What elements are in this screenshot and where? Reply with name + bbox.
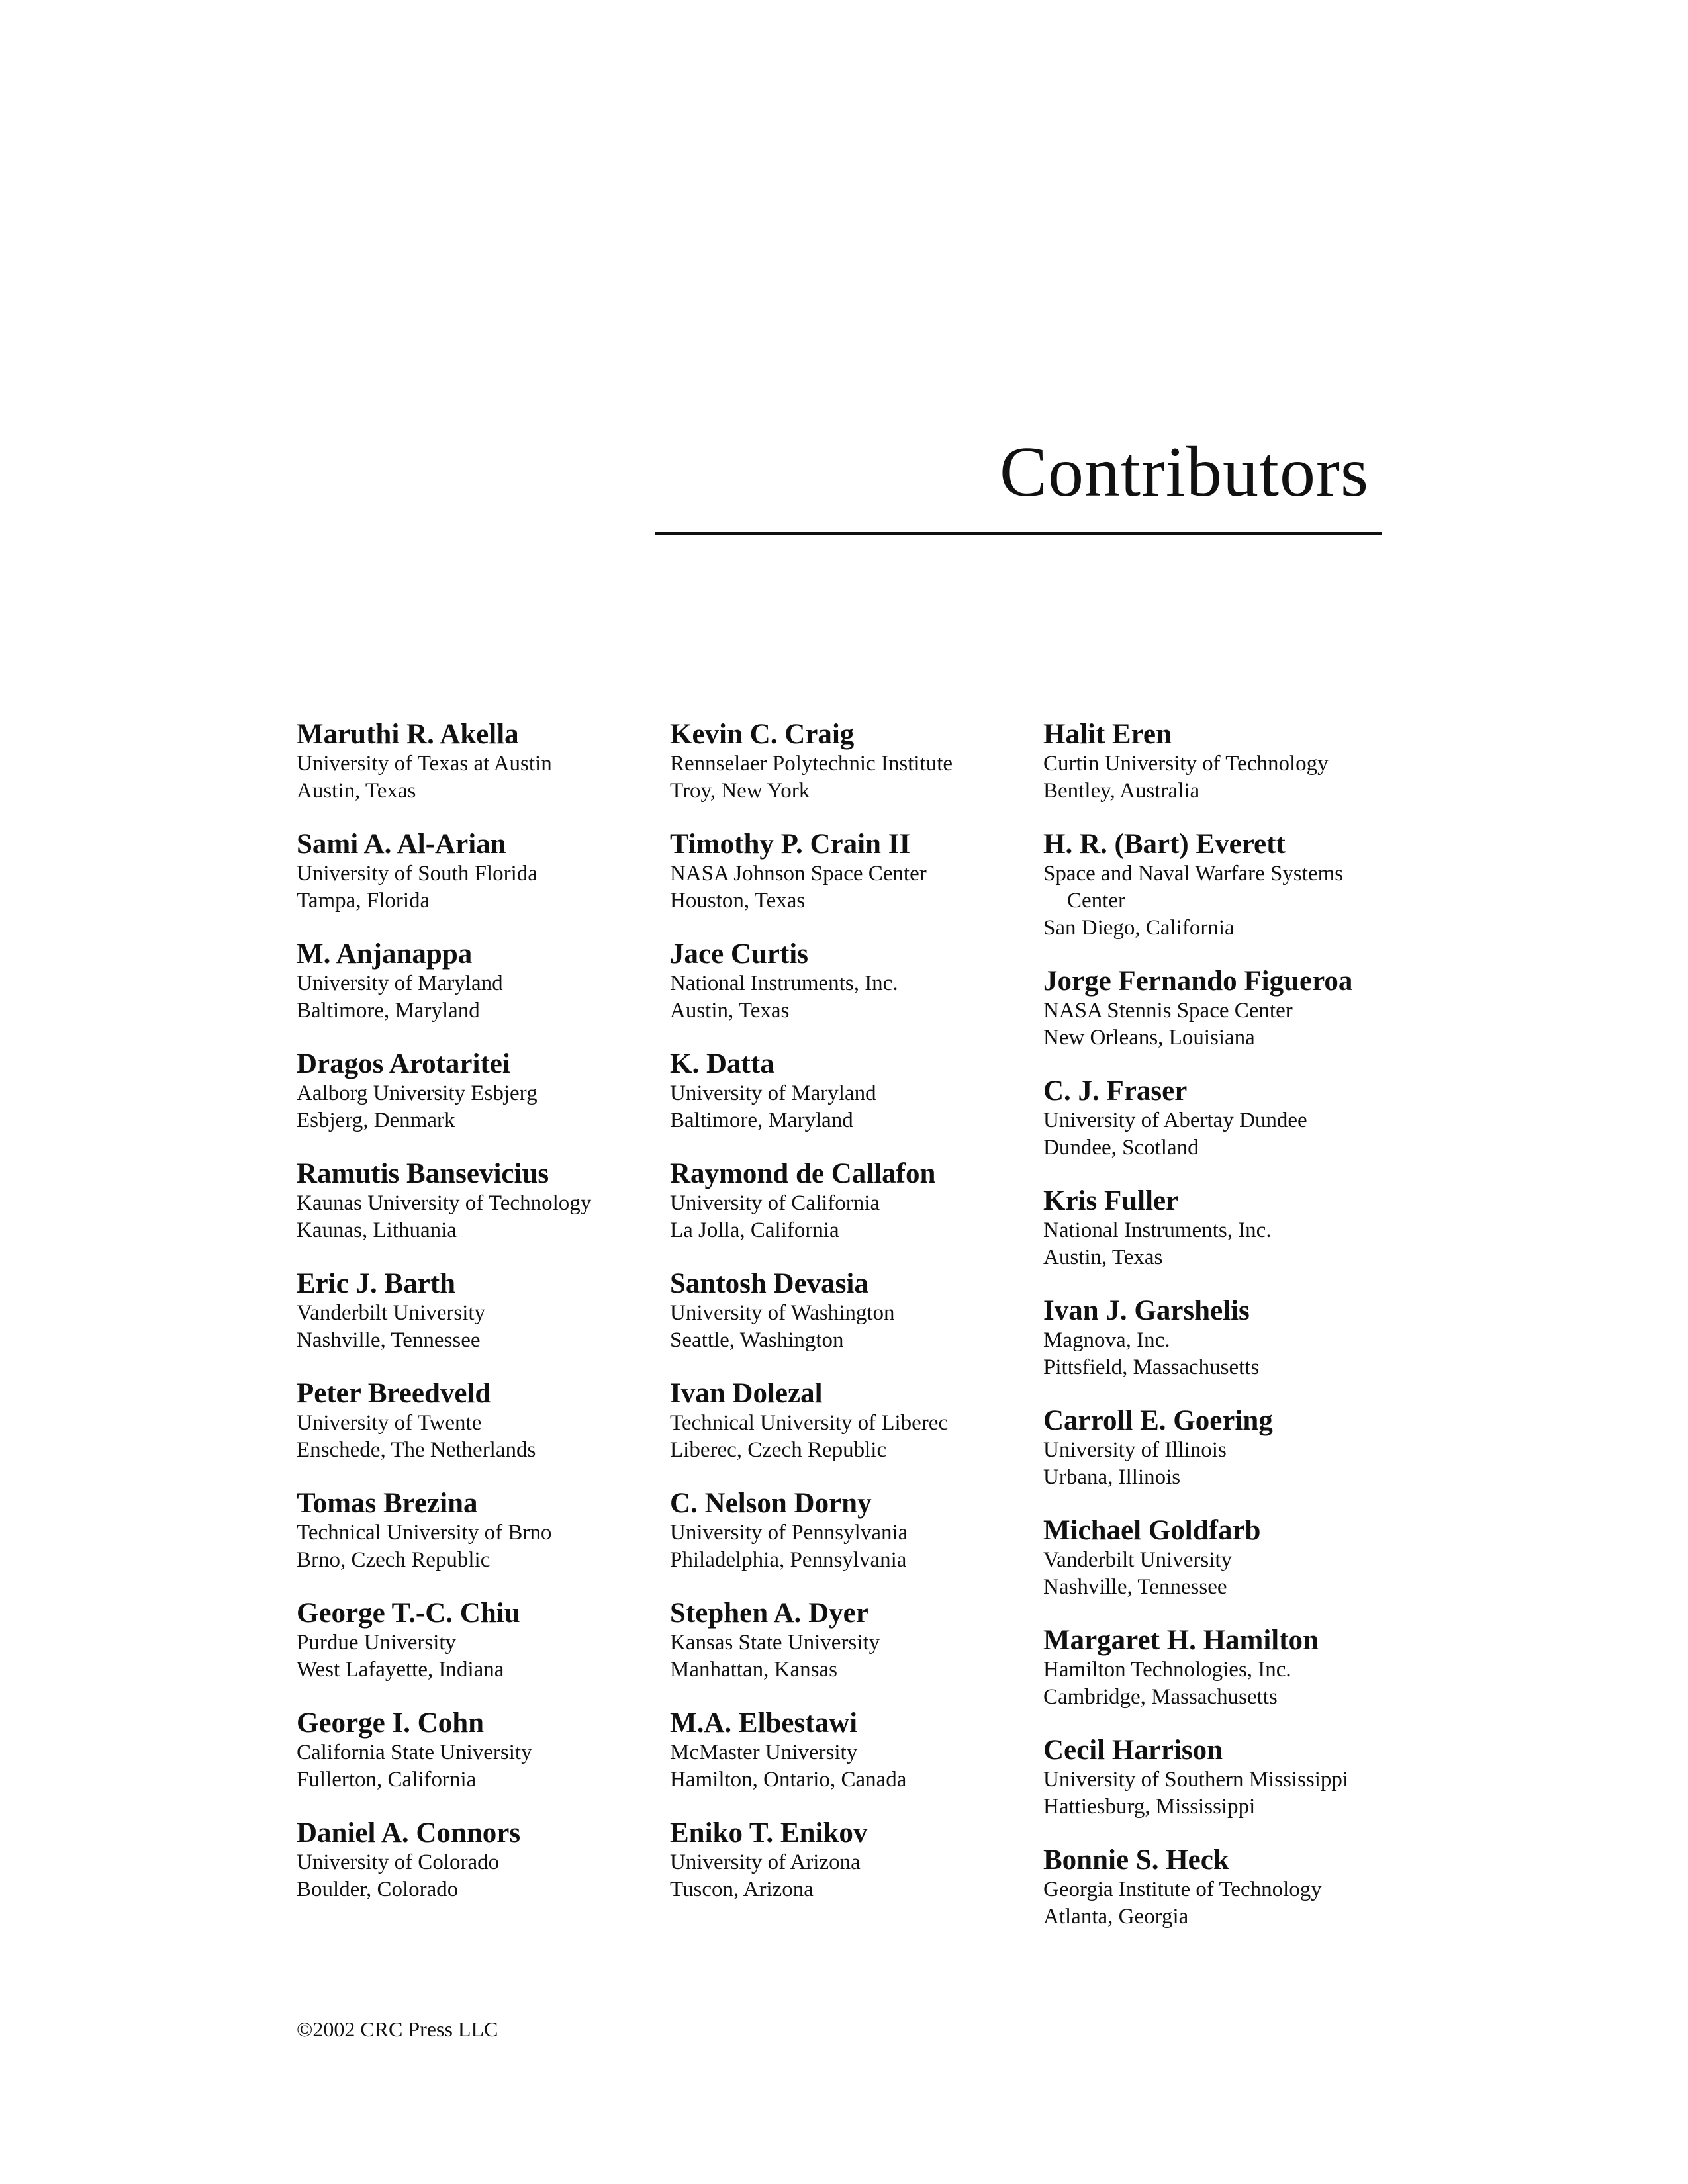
contributor-location: Brno, Czech Republic bbox=[297, 1548, 491, 1572]
contributor-name: George T.-C. Chiu bbox=[297, 1598, 520, 1629]
contributor-name: Raymond de Callafon bbox=[670, 1158, 936, 1189]
contributor-name: K. Datta bbox=[670, 1048, 774, 1079]
contributor-affiliation: University of Texas at Austin bbox=[297, 752, 552, 776]
contributor-affiliation: University of Twente bbox=[297, 1411, 482, 1435]
contributor-affiliation: Technical University of Brno bbox=[297, 1521, 552, 1545]
contributor-affiliation: University of Maryland bbox=[297, 972, 503, 995]
contributor-entry bbox=[297, 1598, 654, 1707]
contributor-location: Pittsfield, Massachusetts bbox=[1043, 1355, 1260, 1379]
contributor-affiliation: McMaster University bbox=[670, 1741, 858, 1764]
contributor-location: Manhattan, Kansas bbox=[670, 1658, 837, 1682]
contributor-name: C. Nelson Dorny bbox=[670, 1488, 872, 1519]
contributor-entry bbox=[670, 1598, 1027, 1707]
contributor-name: Sami A. Al-Arian bbox=[297, 829, 506, 860]
contributor-affiliation: Hamilton Technologies, Inc. bbox=[1043, 1658, 1291, 1682]
contributor-location: Philadelphia, Pennsylvania bbox=[670, 1548, 907, 1572]
contributor-name: Jace Curtis bbox=[670, 938, 808, 970]
contributor-location: Dundee, Scotland bbox=[1043, 1136, 1199, 1160]
contributor-affiliation: University of Colorado bbox=[297, 1850, 500, 1874]
contributor-affiliation: Space and Naval Warfare Systems bbox=[1043, 862, 1344, 886]
contributor-affiliation: Kansas State University bbox=[670, 1631, 880, 1655]
contributor-affiliation: Purdue University bbox=[297, 1631, 457, 1655]
contributor-affiliation: NASA Stennis Space Center bbox=[1043, 999, 1293, 1023]
contributor-location: Tuscon, Arizona bbox=[670, 1878, 814, 1901]
contributor-entry bbox=[297, 938, 654, 1048]
contributor-name: George I. Cohn bbox=[297, 1707, 485, 1739]
contributor-entry bbox=[1043, 1844, 1401, 1954]
contributor-name: Carroll E. Goering bbox=[1043, 1405, 1273, 1436]
contributor-entry bbox=[670, 1488, 1027, 1598]
contributor-entry bbox=[670, 1378, 1027, 1488]
contributor-entry bbox=[1043, 1075, 1401, 1185]
contributors-column-1 bbox=[297, 719, 654, 1927]
contributor-affiliation: Curtin University of Technology bbox=[1043, 752, 1329, 776]
contributor-location: Nashville, Tennessee bbox=[297, 1328, 481, 1352]
contributor-name: Kevin C. Craig bbox=[670, 719, 855, 750]
contributor-name: Ramutis Bansevicius bbox=[297, 1158, 549, 1189]
contributor-entry bbox=[297, 1048, 654, 1158]
contributor-entry bbox=[297, 1817, 654, 1927]
contributor-affiliation: National Instruments, Inc. bbox=[670, 972, 898, 995]
contributor-location: Baltimore, Maryland bbox=[297, 999, 480, 1023]
contributor-affiliation: University of South Florida bbox=[297, 862, 538, 886]
contributor-name: Santosh Devasia bbox=[670, 1268, 868, 1299]
contributor-name: Jorge Fernando Figueroa bbox=[1043, 966, 1353, 997]
contributor-location: Baltimore, Maryland bbox=[670, 1109, 853, 1132]
contributor-location: Urbana, Illinois bbox=[1043, 1465, 1181, 1489]
contributor-location: Hamilton, Ontario, Canada bbox=[670, 1768, 907, 1792]
contributor-name: Daniel A. Connors bbox=[297, 1817, 521, 1848]
contributor-entry bbox=[1043, 1185, 1401, 1295]
contributor-location: Cambridge, Massachusetts bbox=[1043, 1685, 1278, 1709]
contributor-location: San Diego, California bbox=[1043, 916, 1235, 940]
contributor-location: Houston, Texas bbox=[670, 889, 806, 913]
contributor-affiliation: National Instruments, Inc. bbox=[1043, 1218, 1272, 1242]
contributor-location: La Jolla, California bbox=[670, 1218, 839, 1242]
contributor-affiliation: Kaunas University of Technology bbox=[297, 1191, 592, 1215]
contributor-location: Esbjerg, Denmark bbox=[297, 1109, 455, 1132]
contributor-entry bbox=[670, 1158, 1027, 1268]
contributor-affiliation: Vanderbilt University bbox=[297, 1301, 486, 1325]
contributor-affiliation: Vanderbilt University bbox=[1043, 1548, 1233, 1572]
contributor-entry bbox=[670, 719, 1027, 829]
contributor-name: Tomas Brezina bbox=[297, 1488, 478, 1519]
contributor-entry bbox=[297, 1268, 654, 1378]
contributor-entry bbox=[1043, 1625, 1401, 1735]
contributor-name: Kris Fuller bbox=[1043, 1185, 1179, 1216]
contributor-entry bbox=[1043, 719, 1401, 829]
contributor-entry bbox=[297, 1488, 654, 1598]
title-underline-rule bbox=[655, 532, 1382, 535]
contributor-name: Cecil Harrison bbox=[1043, 1735, 1223, 1766]
contributor-entry bbox=[670, 938, 1027, 1048]
contributor-affiliation: Aalborg University Esbjerg bbox=[297, 1081, 538, 1105]
contributor-affiliation: University of Pennsylvania bbox=[670, 1521, 908, 1545]
contributor-location: Kaunas, Lithuania bbox=[297, 1218, 457, 1242]
contributor-entry bbox=[1043, 1405, 1401, 1515]
copyright-footer: ©2002 CRC Press LLC bbox=[297, 2017, 498, 2041]
contributor-affiliation: California State University bbox=[297, 1741, 532, 1764]
contributor-location: Austin, Texas bbox=[297, 779, 416, 803]
contributor-entry bbox=[297, 1378, 654, 1488]
contributor-entry bbox=[297, 719, 654, 829]
contributor-entry bbox=[297, 1707, 654, 1817]
contributor-location: Liberec, Czech Republic bbox=[670, 1438, 887, 1462]
contributor-location: Austin, Texas bbox=[670, 999, 790, 1023]
contributor-location: Seattle, Washington bbox=[670, 1328, 844, 1352]
contributor-location: Troy, New York bbox=[670, 779, 810, 803]
contributor-affiliation: University of Southern Mississippi bbox=[1043, 1768, 1349, 1792]
contributor-affiliation: Rennselaer Polytechnic Institute bbox=[670, 752, 953, 776]
contributor-affiliation: Georgia Institute of Technology bbox=[1043, 1878, 1322, 1901]
contributor-affiliation: University of Abertay Dundee bbox=[1043, 1109, 1307, 1132]
contributor-affiliation: NASA Johnson Space Center bbox=[670, 862, 927, 886]
contributor-name: Stephen A. Dyer bbox=[670, 1598, 868, 1629]
contributor-name: Peter Breedveld bbox=[297, 1378, 491, 1409]
contributor-name: Eniko T. Enikov bbox=[670, 1817, 868, 1848]
contributor-name: M. Anjanappa bbox=[297, 938, 473, 970]
contributor-affiliation: University of Arizona bbox=[670, 1850, 861, 1874]
contributor-name: H. R. (Bart) Everett bbox=[1043, 829, 1286, 860]
contributor-affiliation: Magnova, Inc. bbox=[1043, 1328, 1170, 1352]
contributor-name: Halit Eren bbox=[1043, 719, 1172, 750]
contributor-name: Margaret H. Hamilton bbox=[1043, 1625, 1319, 1656]
contributor-entry bbox=[670, 1707, 1027, 1817]
contributor-entry bbox=[1043, 1735, 1401, 1844]
contributor-entry bbox=[1043, 1515, 1401, 1625]
contributor-entry bbox=[1043, 1295, 1401, 1405]
contributor-entry bbox=[670, 1268, 1027, 1378]
contributors-column-2 bbox=[670, 719, 1027, 1927]
contributor-name: C. J. Fraser bbox=[1043, 1075, 1188, 1107]
contributor-name: M.A. Elbestawi bbox=[670, 1707, 858, 1739]
contributor-location: West Lafayette, Indiana bbox=[297, 1658, 504, 1682]
contributor-entry bbox=[670, 1048, 1027, 1158]
contributor-entry bbox=[297, 1158, 654, 1268]
contributor-name: Maruthi R. Akella bbox=[297, 719, 519, 750]
contributor-name: Eric J. Barth bbox=[297, 1268, 456, 1299]
contributor-affiliation: University of California bbox=[670, 1191, 880, 1215]
contributor-location: Enschede, The Netherlands bbox=[297, 1438, 536, 1462]
contributor-name: Timothy P. Crain II bbox=[670, 829, 911, 860]
contributor-entry bbox=[1043, 829, 1401, 966]
contributor-location: Hattiesburg, Mississippi bbox=[1043, 1795, 1256, 1819]
contributor-location: Bentley, Australia bbox=[1043, 779, 1200, 803]
contributor-entry bbox=[1043, 966, 1401, 1075]
contributor-location: Tampa, Florida bbox=[297, 889, 430, 913]
contributor-location: Austin, Texas bbox=[1043, 1246, 1163, 1269]
contributors-column-3 bbox=[1043, 719, 1401, 1954]
contributor-entry bbox=[670, 1817, 1027, 1927]
contributor-location: Boulder, Colorado bbox=[297, 1878, 459, 1901]
contributor-affiliation: University of Washington bbox=[670, 1301, 895, 1325]
contributor-affiliation: University of Maryland bbox=[670, 1081, 876, 1105]
contributor-name: Ivan Dolezal bbox=[670, 1378, 823, 1409]
contributor-name: Ivan J. Garshelis bbox=[1043, 1295, 1250, 1326]
contributor-location: Fullerton, California bbox=[297, 1768, 477, 1792]
contributor-affiliation: Technical University of Liberec bbox=[670, 1411, 949, 1435]
page-title: Contributors bbox=[999, 433, 1369, 512]
contributor-name: Dragos Arotaritei bbox=[297, 1048, 510, 1079]
contributor-name: Michael Goldfarb bbox=[1043, 1515, 1261, 1546]
contributor-affiliation: University of Illinois bbox=[1043, 1438, 1227, 1462]
contributor-location: Nashville, Tennessee bbox=[1043, 1575, 1227, 1599]
contributor-location: New Orleans, Louisiana bbox=[1043, 1026, 1255, 1050]
contributor-name: Bonnie S. Heck bbox=[1043, 1844, 1229, 1876]
contributor-location: Atlanta, Georgia bbox=[1043, 1905, 1189, 1929]
contributor-entry bbox=[670, 829, 1027, 938]
contributor-entry bbox=[297, 829, 654, 938]
contributor-affiliation-continued: Center bbox=[1067, 889, 1125, 913]
